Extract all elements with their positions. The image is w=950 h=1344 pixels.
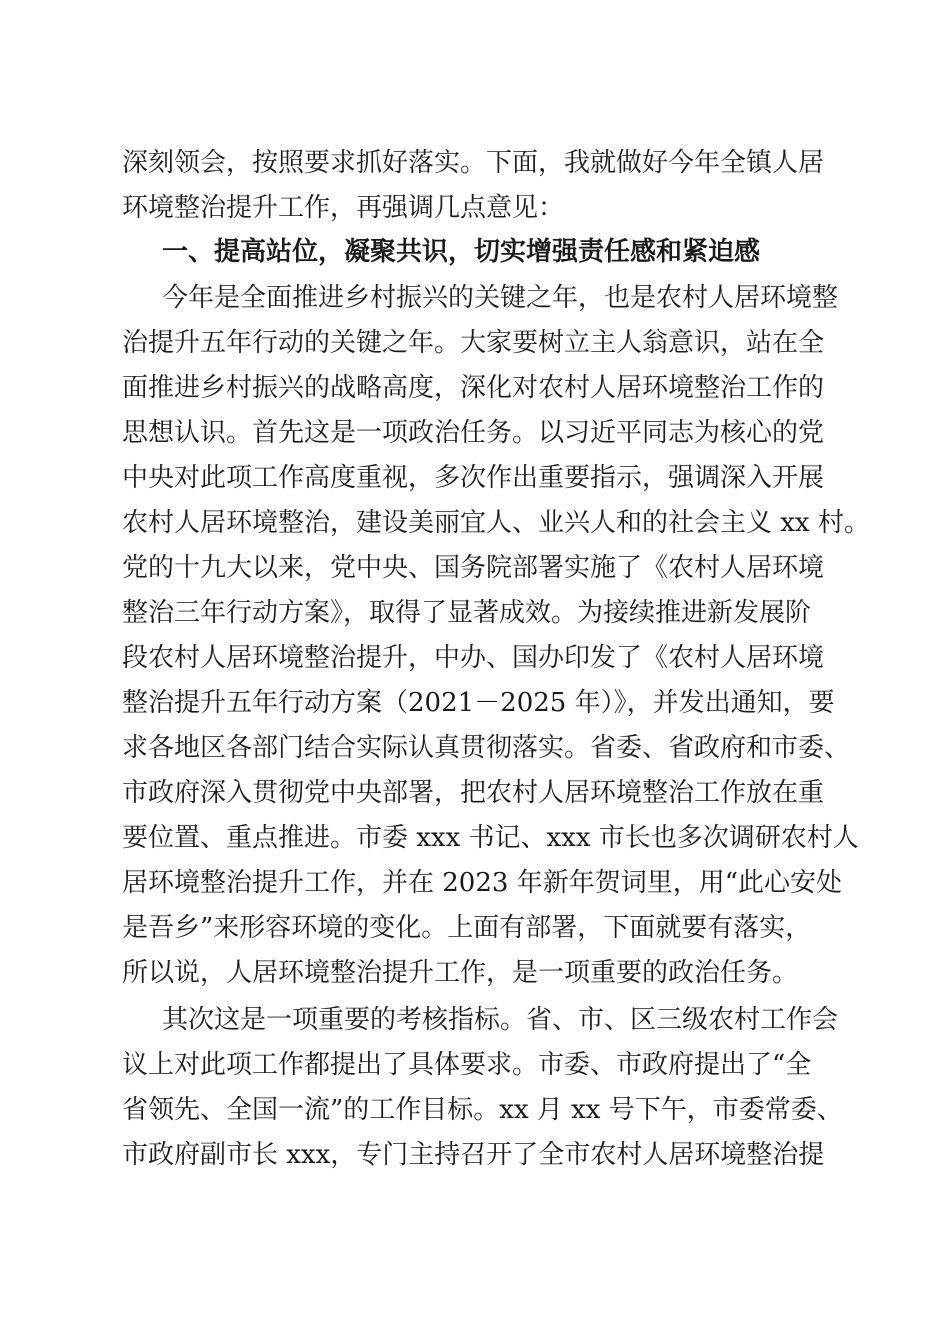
paragraph-first-line: 今年是全面推进乡村振兴的关键之年，也是农村人居环境整 [162,283,839,313]
body-text-line: 中央对此项工作高度重视，多次作出重要指示，强调深入开展 [122,463,825,493]
paragraph-first-line: 其次这是一项重要的考核指标。省、市、区三级农村工作会 [162,1005,839,1035]
body-text-line: 市政府副市长 xxx，专门主持召开了全市农村人居环境整治提 [122,1140,825,1170]
body-text-line: 求各地区各部门结合实际认真贯彻落实。省委、省政府和市委、 [122,733,851,763]
body-text-line: 农村人居环境整治，建设美丽宜人、业兴人和的社会主义 xx 村。 [122,508,870,538]
section-heading: 一、提高站位，凝聚共识，切实增强责任感和紧迫感 [162,237,761,267]
body-text-line: 党的十九大以来，党中央、国务院部署实施了《农村人居环境 [122,553,825,583]
body-text-line: 市政府深入贯彻党中央部署，把农村人居环境整治工作放在重 [122,778,825,808]
body-text-line: 议上对此项工作都提出了具体要求。市委、市政府提出了“全 [122,1050,812,1080]
body-text-line: 所以说，人居环境整治提升工作，是一项重要的政治任务。 [122,958,799,988]
body-text-line: 深刻领会，按照要求抓好落实。下面，我就做好今年全镇人居 [122,148,825,178]
body-text-line: 思想认识。首先这是一项政治任务。以习近平同志为核心的党 [122,418,825,448]
body-text-line: 居环境整治提升工作，并在 2023 年新年贺词里，用“此心安处 [122,868,842,898]
body-text-line: 环境整治提升工作，再强调几点意见： [122,193,565,223]
body-text-line: 省领先、全国一流”的工作目标。xx 月 xx 号下午，市委常委、 [122,1095,843,1125]
body-text-line: 要位置、重点推进。市委 xxx 书记、xxx 市长也多次调研农村人 [122,823,859,853]
body-text-line: 治提升五年行动的关键之年。大家要树立主人翁意识，站在全 [122,328,825,358]
body-text-line: 是吾乡”来形容环境的变化。上面有部署，下面就要有落实， [122,913,812,943]
body-text-line: 整治提升五年行动方案（2021－2025 年）》，并发出通知，要 [122,688,835,718]
body-text-line: 段农村人居环境整治提升，中办、国办印发了《农村人居环境 [122,643,825,673]
body-text-line: 整治三年行动方案》，取得了显著成效。为接续推进新发展阶 [122,598,812,628]
body-text-line: 面推进乡村振兴的战略高度，深化对农村人居环境整治工作的 [122,373,825,403]
